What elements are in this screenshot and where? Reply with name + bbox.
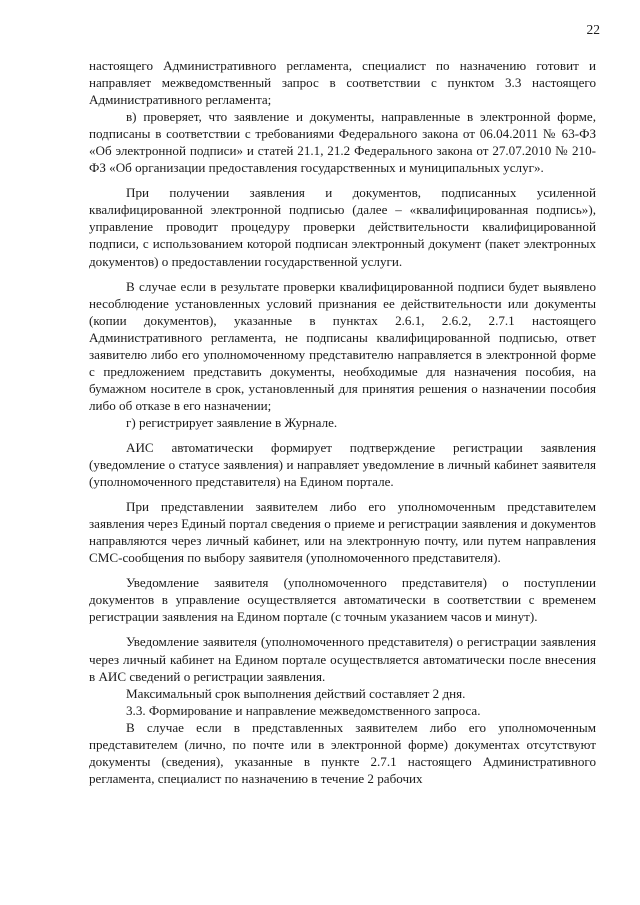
paragraph-max-duration: Максимальный срок выполнения действий составляет 2 дня. bbox=[126, 685, 466, 701]
paragraph-portal-notification: При представлении заявителем либо его уполномоченным представителем заявления через Единый портал сведения о приеме и регистрации заявления и документов направляются через личный кабинет, или на электронную почту, или путем направления СМС-сообщения по выбору заявителя (уполномоченного представителя). bbox=[89, 499, 596, 566]
paragraph-item-g: г) регистрирует заявление в Журнале. bbox=[126, 414, 338, 430]
paragraph-receipt-notification: Уведомление заявителя (уполномоченного представителя) о поступлении документов в управление осуществляется автоматически в соответствии с временем регистрации заявления на Едином портале (с точным указанием часов и минут). bbox=[89, 575, 596, 625]
paragraph-ais-confirmation: АИС автоматически формирует подтверждение регистрации заявления (уведомление о статусе заявления) и направляет уведомление в личный кабинет заявителя (уполномоченного представителя) на Едином портале. bbox=[89, 439, 596, 490]
document-body bbox=[89, 57, 596, 787]
paragraph-registration-notification: Уведомление заявителя (уполномоченного представителя) о регистрации заявления через личный кабинет на Едином портале осуществляется автоматически после внесения в АИС сведений о регистрации заявления. bbox=[89, 634, 596, 684]
page-number: 22 bbox=[586, 22, 600, 37]
section-heading-3-3: 3.3. Формирование и направление межведомственного запроса. bbox=[126, 702, 481, 718]
paragraph-signature-check-result: В случае если в результате проверки квалифицированной подписи будет выявлено несоблюдение установленных условий признания ее действительности или документы (копии документов), указанные в пунктах 2.6.1, 2.6.2, 2.7.1 настоящего Административного регламента, не подписаны квалифицированной подписью, ответ заявителю либо его уполномоченному представителю направляется в электронной форме с предложением представить документы, необходимые для назначения пособия, на бумажном носителе в срок, установленный для принятия решения о назначении пособия либо об отказе в его назначении; bbox=[89, 278, 596, 413]
paragraph-interagency-request: В случае если в представленных заявителем либо его уполномоченным представителем (лично, по почте или в электронной форме) документах отсутствуют документы (сведения), указанные в пункте 2.7.1 настоящего Административного регламента, специалист по назначению в течение 2 рабочих bbox=[89, 719, 596, 786]
paragraph-continuation: настоящего Административного регламента, специалист по назначению готовит и направляет межведомственный запрос в соответствии с пунктом 3.3 настоящего Административного регламента; bbox=[89, 58, 596, 108]
paragraph-item-v: в) проверяет, что заявление и документы, направленные в электронной форме, подписаны в соответствии с требованиями Федерального закона от 06.04.2011 № 63-ФЗ «Об электронной подписи» и статей 21.1, 21.2 Федерального закона от 27.07.2010 № 210-ФЗ «Об организации предоставления государственных и муниципальных услуг». bbox=[89, 109, 596, 176]
paragraph-qualified-signature: При получении заявления и документов, подписанных усиленной квалифицированной электронной подписью (далее – «квалифицированная подпись»), управление проводит процедуру проверки действительности квалифицированной подписи, с использованием которой подписан электронный документ (пакет электронных документов) о предоставлении государственной услуги. bbox=[89, 185, 596, 269]
